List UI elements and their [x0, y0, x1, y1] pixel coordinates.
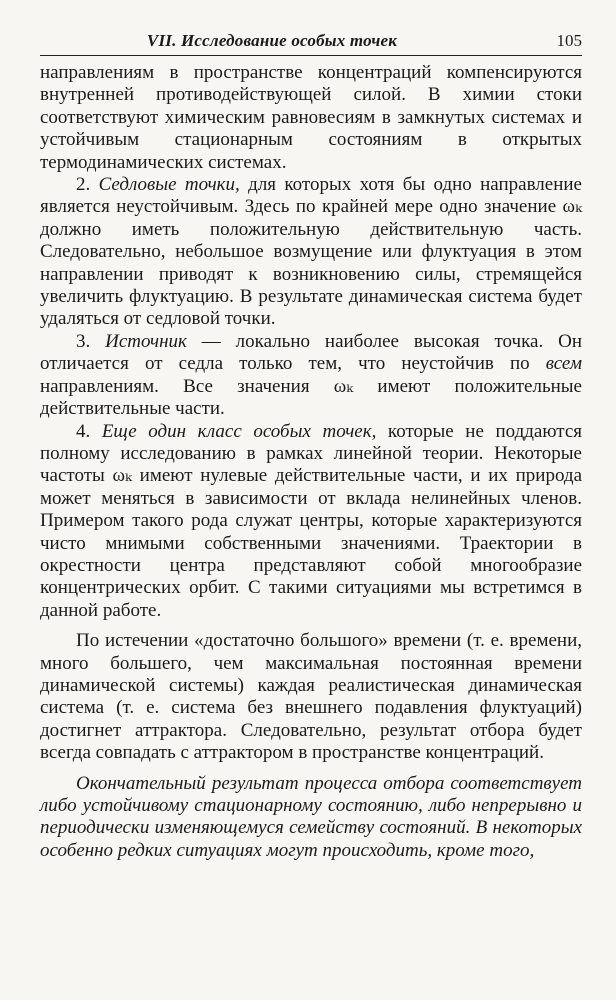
paragraph-text: для которых хотя бы одно направление является неустойчивым. Здесь по крайней мере одно значение ωₖ должно иметь положительную действительную часть. Следовательно, небольшое возмущение или флуктуация в этом направлении приводят к возникновению силы, стремящейся увеличить флуктуацию. В результате динамическая система будет удаляться от седловой точки. [40, 174, 582, 330]
paragraph-sinks-continued: направлениям в пространстве концентраций компенсируются внутренней противодействующей силой. В химии стоки соответствуют химическим равновесиям в замкнутых системах и устойчивым стационарным состояниям в открытых термодинамических системах. [40, 62, 582, 173]
item-number: 2. [76, 174, 99, 196]
paragraph-attractor: По истечении «достаточно большого» времени (т. е. времени, много большего, чем максимальная постоянная времени динамической системы) каждая реалистическая динамическая система (т. е. система без внешнего подавления флуктуаций) достигнет аттрактора. Следовательно, результат отбора будет всегда совпадать с аттрактором в пространстве концентраций. [40, 630, 582, 764]
running-head: VII. Исследование особых точек [146, 31, 398, 50]
item-number: 4. [76, 420, 102, 442]
page-header [40, 29, 582, 56]
term-source: Источник [105, 330, 187, 352]
item-number: 3. [76, 330, 106, 352]
term-other-class: Еще один класс особых точек, [101, 420, 377, 442]
term-saddle-points: Седловые точки, [98, 174, 240, 196]
paragraph-text: — локально наиболее высокая точка. Он отличается от седла только тем, что неустойчив по [40, 330, 583, 375]
paragraph-saddle-points [40, 174, 582, 331]
page-body [40, 62, 582, 862]
emphasis-all: всем [545, 353, 582, 375]
paragraph-other-singular-points [40, 421, 582, 623]
paragraph-source [40, 331, 582, 421]
paragraph-text: которые не поддаются полному исследованию в рамках линейной теории. Некоторые частоты ωₖ имеют нулевые действительные части, и их природа может меняться в зависимости от вклада нелинейных членов. Примером такого рода служат центры, которые характеризуются чисто мнимыми собственными значениями. Траектории в окрестности центра представляют собой многообразие концентрических орбит. С такими ситуациями мы встретимся в данной работе. [40, 420, 582, 621]
paragraph-selection-result: Окончательный результат процесса отбора соответствует либо устойчивому стационарному состоянию, либо непрерывно и периодически изменяющемуся семейству состояний. В некоторых особенно редких ситуациях могут происходить, кроме того, [40, 772, 582, 861]
paragraph-text: направлениям. Все значения ωₖ имеют положительные действительные части. [40, 375, 582, 420]
page-number: 105 [556, 31, 582, 50]
